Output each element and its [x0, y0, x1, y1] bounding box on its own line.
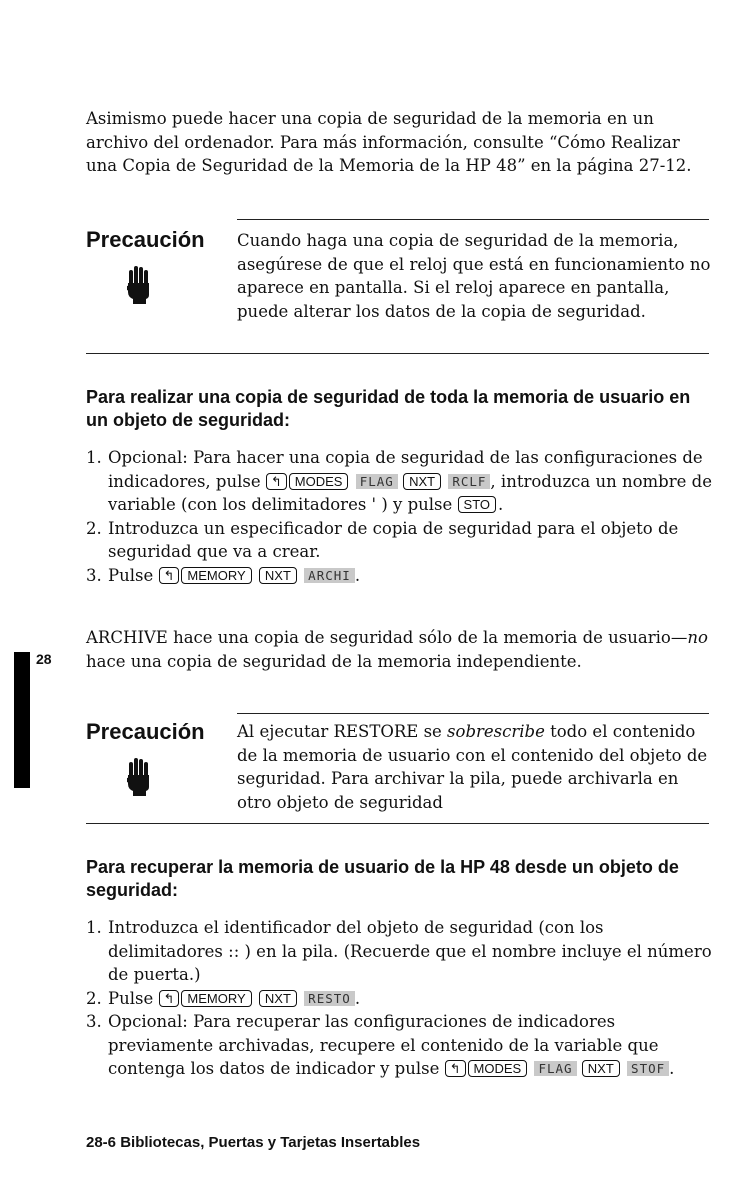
flag-menu-key: FLAG [356, 474, 398, 489]
step-text: . [354, 565, 361, 585]
steps-list [86, 916, 716, 1081]
step-item [86, 446, 716, 517]
resto-menu-key: RESTO [304, 991, 355, 1006]
steps-list [86, 446, 716, 587]
step-text: . [669, 1059, 675, 1078]
step-text: Pulse [108, 565, 154, 585]
step-text: Introduzca el identificador del objeto de seguridad (con los delimitadores :: ) en la pila. (Recuerde que el nombre incluye el número de puerta.) [108, 918, 712, 984]
section-heading: Para recuperar la memoria de usuario de la HP 48 desde un objeto de seguridad: [86, 857, 679, 900]
page-footer: 28-6 Bibliotecas, Puertas y Tarjetas Insertables [86, 1134, 421, 1151]
left-shift-key: ↰ [159, 567, 180, 584]
caution-title: Precaución [86, 227, 205, 252]
rclf-menu-key: RCLF [448, 474, 490, 489]
flag-menu-key: FLAG [534, 1061, 576, 1076]
memory-key: MEMORY [181, 567, 251, 584]
step-text: Pulse [108, 988, 154, 1008]
step-text: Introduzca un especificador de copia de seguridad para el objeto de seguridad que va a crear. [108, 518, 679, 561]
caution-hand-icon [123, 757, 155, 797]
step-text: . [354, 988, 361, 1008]
memory-key: MEMORY [181, 990, 251, 1007]
step-item [86, 916, 716, 987]
note-emphasis: no [687, 628, 708, 647]
caution-body [237, 720, 712, 814]
step-item [86, 564, 716, 588]
caution-text: todo el contenido de la memoria de usuario con el contenido del objeto de seguridad. Para archivar la pila, puede archivarla en otro objeto de seguridad [237, 722, 708, 812]
nxt-key: NXT [403, 473, 441, 490]
left-shift-key: ↰ [266, 473, 287, 490]
caution-title: Precaución [86, 719, 205, 744]
step-number: 2. [86, 988, 102, 1008]
nxt-key: NXT [582, 1060, 620, 1077]
archi-menu-key: ARCHI [304, 568, 355, 583]
step-item [86, 1010, 716, 1081]
section-heading: Para realizar una copia de seguridad de toda la memoria de usuario en un objeto de seguridad: [86, 387, 691, 430]
sto-key: STO [458, 496, 497, 513]
modes-key: MODES [468, 1060, 528, 1077]
caution-bottom-rule [86, 353, 709, 354]
step-text: , introduzca un nombre de variable (con los delimitadores ' ) y pulse [108, 471, 712, 514]
left-shift-key: ↰ [445, 1060, 466, 1077]
caution-emphasis: sobrescribe [447, 722, 545, 741]
step-text: Opcional: Para hacer una copia de seguridad de las configuraciones de indicadores, pulse [108, 448, 703, 491]
caution-body: Cuando haga una copia de seguridad de la memoria, asegúrese de que el reloj que está en funcionamiento no aparece en pantalla. Si el reloj aparece en pantalla, puede alterar los datos de la copia de seguridad. [237, 231, 711, 321]
step-number: 3. [86, 1012, 102, 1031]
nxt-key: NXT [259, 567, 297, 584]
note-text: hace una copia de seguridad de la memoria independiente. [86, 651, 582, 671]
caution-top-rule [237, 713, 709, 714]
step-item [86, 987, 716, 1011]
caution-hand-icon [123, 265, 155, 305]
step-text: . [498, 495, 504, 514]
modes-key: MODES [289, 473, 349, 490]
caution-bottom-rule [86, 823, 709, 824]
intro-paragraph: Asimismo puede hacer una copia de seguridad de la memoria en un archivo del ordenador. Para más información, consulte “Cómo Realizar una Copia de Seguridad de la Memoria de la HP 48” en la página 27-12. [86, 109, 692, 175]
nxt-key: NXT [259, 990, 297, 1007]
step-number: 3. [86, 565, 102, 585]
left-shift-key: ↰ [159, 990, 180, 1007]
step-item [86, 517, 716, 564]
archive-note [86, 626, 716, 673]
stof-menu-key: STOF [627, 1061, 669, 1076]
step-number: 1. [86, 918, 102, 937]
step-number: 2. [86, 518, 102, 538]
step-text: Opcional: Para recuperar las configuraciones de indicadores previamente archivadas, recupere el contenido de la variable que contenga los datos de indicador y pulse [108, 1012, 659, 1078]
chapter-number: 28 [36, 651, 52, 667]
step-number: 1. [86, 448, 102, 467]
chapter-tab-bar [14, 652, 30, 788]
note-text: ARCHIVE hace una copia de seguridad sólo de la memoria de usuario— [86, 628, 688, 647]
caution-text: Al ejecutar RESTORE se [237, 722, 448, 741]
caution-top-rule [237, 219, 709, 220]
